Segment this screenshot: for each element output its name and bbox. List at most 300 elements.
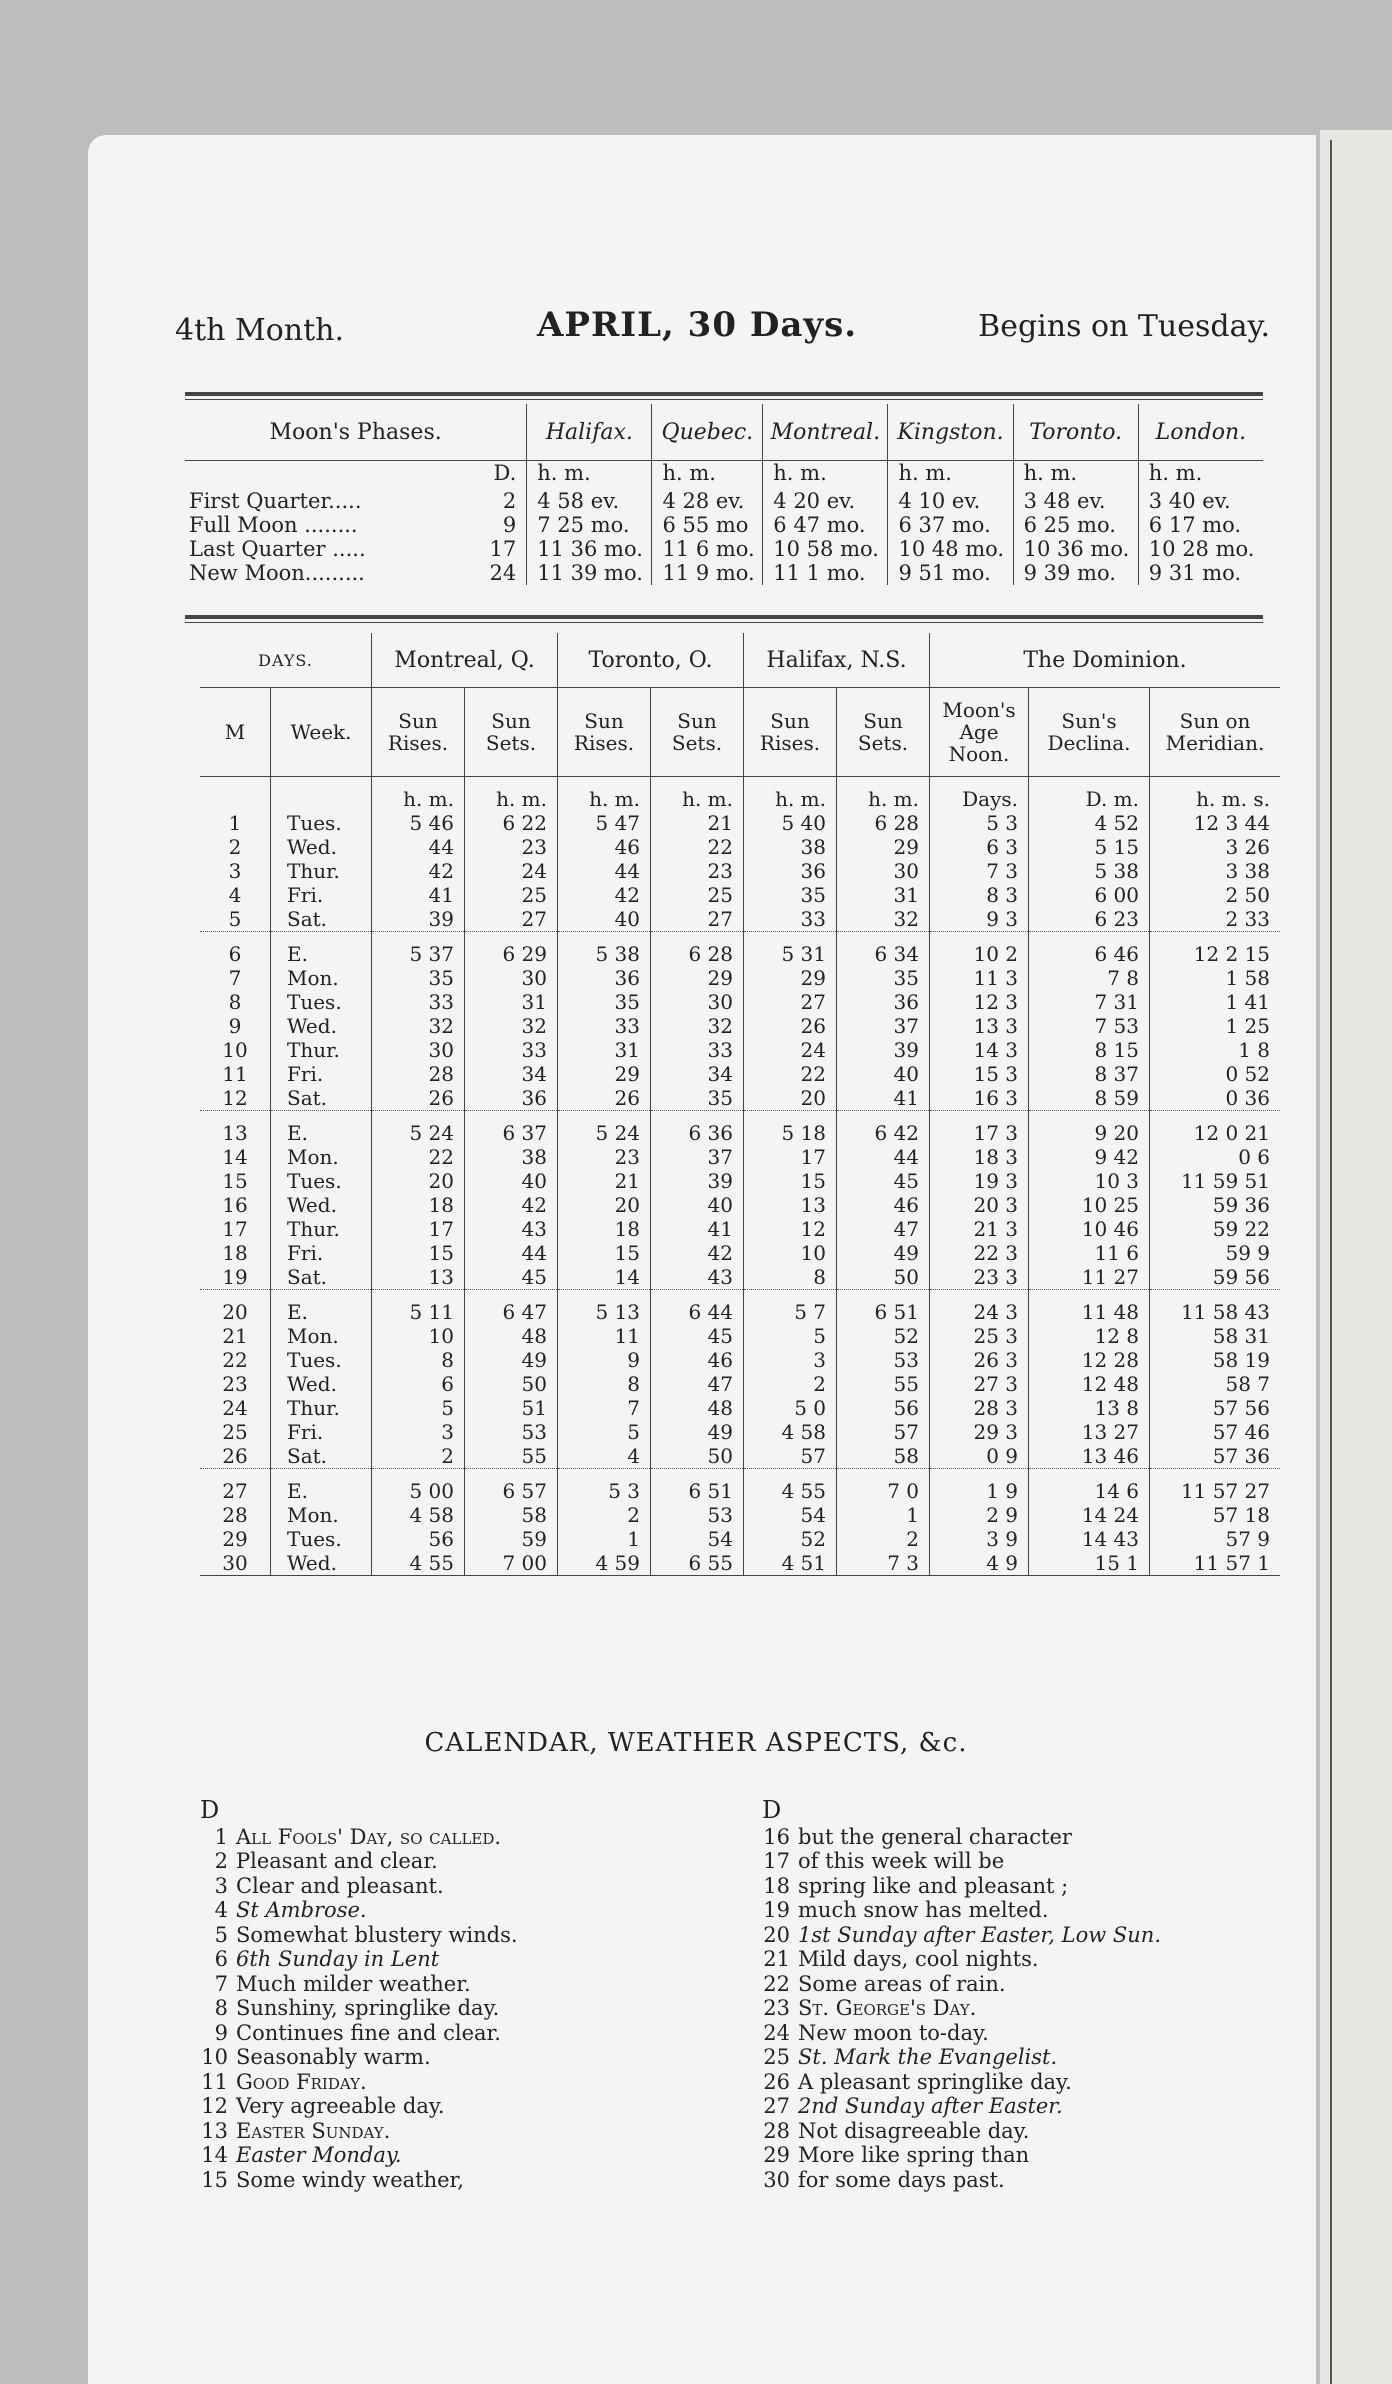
- calendar-entry: [198, 2168, 718, 2193]
- table-cell: 13 8: [1029, 1396, 1150, 1420]
- table-cell: 1 25: [1150, 1014, 1281, 1038]
- table-cell: 8 15: [1029, 1038, 1150, 1062]
- calendar-note: 1st Sunday after Easter, Low Sun.: [798, 1922, 1161, 1947]
- column-header: Week.: [271, 688, 372, 777]
- table-cell: 1: [558, 1527, 651, 1551]
- table-cell: 5 37: [372, 932, 465, 967]
- moon-col-header: Halifax.: [527, 404, 652, 461]
- calendar-note: Much milder weather.: [236, 1971, 471, 1996]
- calendar-entry: [760, 2070, 1280, 2095]
- table-cell: 29: [651, 966, 744, 990]
- table-cell: 5 13: [558, 1290, 651, 1325]
- day-row: [200, 1469, 1280, 1504]
- table-cell: 9 20: [1029, 1111, 1150, 1146]
- day-number: 19: [222, 1265, 248, 1289]
- table-cell: 36: [837, 990, 930, 1014]
- table-cell: 41: [837, 1086, 930, 1111]
- calendar-note: Continues fine and clear.: [236, 2020, 501, 2045]
- moon-phase-time: 10 36 mo.: [1013, 537, 1138, 561]
- table-cell: 17: [744, 1145, 837, 1169]
- moon-phase-time: 3 48 ev.: [1013, 489, 1138, 513]
- calendar-day-number: 27: [763, 2094, 790, 2118]
- table-cell: 6 23: [1029, 907, 1150, 932]
- table-cell: 6 47: [465, 1290, 558, 1325]
- table-cell: 43: [651, 1265, 744, 1290]
- weekday: E.: [271, 1290, 372, 1325]
- table-cell: 57 9: [1150, 1527, 1281, 1551]
- table-cell: 5 24: [558, 1111, 651, 1146]
- table-cell: 11 57 27: [1150, 1469, 1281, 1504]
- table-cell: 55: [837, 1372, 930, 1396]
- table-cell: 21: [558, 1169, 651, 1193]
- day-row: [200, 1086, 1280, 1111]
- moon-time-unit: h. m.: [652, 461, 763, 490]
- calendar-note: Easter Sunday.: [236, 2118, 391, 2143]
- table-cell: 50: [837, 1265, 930, 1290]
- table-cell: 5 7: [744, 1290, 837, 1325]
- moon-phase-time: 10 48 mo.: [888, 537, 1013, 561]
- calendar-note: Pleasant and clear.: [236, 1849, 438, 1873]
- calendar-entry: [198, 2094, 718, 2119]
- table-cell: 40: [837, 1062, 930, 1086]
- table-cell: 1 41: [1150, 990, 1281, 1014]
- table-cell: 33: [558, 1014, 651, 1038]
- table-cell: 55: [465, 1444, 558, 1469]
- table-cell: 34: [465, 1062, 558, 1086]
- table-cell: 59 56: [1150, 1265, 1281, 1290]
- table-cell: 22: [651, 835, 744, 859]
- day-number: 10: [222, 1038, 248, 1062]
- table-cell: 30: [465, 966, 558, 990]
- table-cell: 14 3: [930, 1038, 1029, 1062]
- table-cell: 7 3: [837, 1551, 930, 1576]
- table-cell: 6 22: [465, 811, 558, 835]
- table-cell: 15 3: [930, 1062, 1029, 1086]
- calendar-entry: [198, 1947, 718, 1972]
- column-header: Moon's Age Noon.: [930, 688, 1029, 777]
- table-cell: 42: [372, 859, 465, 883]
- table-cell: 12 8: [1029, 1324, 1150, 1348]
- column-header: Sun Rises.: [558, 688, 651, 777]
- table-cell: 5 38: [558, 932, 651, 967]
- table-cell: 53: [465, 1420, 558, 1444]
- table-cell: 11 58 43: [1150, 1290, 1281, 1325]
- moon-phase-row: [185, 561, 1263, 585]
- table-cell: 6 51: [837, 1290, 930, 1325]
- table-cell: 12: [744, 1217, 837, 1241]
- weekday: Wed.: [271, 1372, 372, 1396]
- table-cell: 9 42: [1029, 1145, 1150, 1169]
- weekday: Tues.: [271, 1348, 372, 1372]
- table-cell: 59: [465, 1527, 558, 1551]
- moon-phase-time: 10 58 mo.: [763, 537, 888, 561]
- calendar-entry: [198, 2045, 718, 2070]
- table-cell: 49: [465, 1348, 558, 1372]
- table-cell: 2: [558, 1503, 651, 1527]
- weekday: Sat.: [271, 907, 372, 932]
- table-cell: 5 0: [744, 1396, 837, 1420]
- day-number: 8: [228, 990, 242, 1014]
- table-cell: 5 40: [744, 811, 837, 835]
- table-cell: 54: [651, 1527, 744, 1551]
- calendar-day-number: 16: [763, 1824, 790, 1849]
- weekday: Thur.: [271, 1396, 372, 1420]
- table-cell: 6 3: [930, 835, 1029, 859]
- table-cell: 59 22: [1150, 1217, 1281, 1241]
- table-cell: 8 37: [1029, 1062, 1150, 1086]
- table-cell: 10: [744, 1241, 837, 1265]
- table-cell: 6 34: [837, 932, 930, 967]
- table-cell: 47: [651, 1372, 744, 1396]
- table-cell: 33: [651, 1038, 744, 1062]
- calendar-note: Easter Monday.: [236, 2143, 402, 2167]
- table-cell: 0 9: [930, 1444, 1029, 1469]
- table-cell: 4 52: [1029, 811, 1150, 835]
- table-cell: 22: [744, 1062, 837, 1086]
- table-cell: 28 3: [930, 1396, 1029, 1420]
- day-number: 24: [222, 1396, 248, 1420]
- calendar-entry: [760, 2168, 1280, 2193]
- table-cell: 4 51: [744, 1551, 837, 1576]
- day-row: [200, 811, 1280, 835]
- day-row: [200, 1241, 1280, 1265]
- table-cell: 10 25: [1029, 1193, 1150, 1217]
- day-row: [200, 883, 1280, 907]
- weekday: Wed.: [271, 835, 372, 859]
- table-cell: 45: [651, 1324, 744, 1348]
- table-cell: 0 36: [1150, 1086, 1281, 1111]
- moon-phase-name: New Moon.........: [189, 561, 365, 585]
- column-header: Sun Sets.: [651, 688, 744, 777]
- table-cell: 20: [744, 1086, 837, 1111]
- moon-phase-time: 9 31 mo.: [1138, 561, 1263, 585]
- table-cell: 39: [372, 907, 465, 932]
- calendar-entry: [198, 1923, 718, 1948]
- calendar-note: St Ambrose.: [236, 1898, 367, 1922]
- table-cell: 30: [372, 1038, 465, 1062]
- table-cell: 31: [837, 883, 930, 907]
- calendar-note: Not disagreeable day.: [798, 2118, 1030, 2143]
- weekday: Wed.: [271, 1014, 372, 1038]
- table-cell: 4 59: [558, 1551, 651, 1576]
- daily-sun-moon-table: [200, 633, 1280, 1576]
- moon-phase-time: 6 55 mo: [652, 513, 763, 537]
- calendar-note: St. George's Day.: [798, 1996, 977, 2020]
- calendar-note: All Fools' Day, so called.: [236, 1824, 502, 1849]
- table-cell: 2: [837, 1527, 930, 1551]
- calendar-day-number: 10: [201, 2045, 228, 2069]
- day-row: [200, 1503, 1280, 1527]
- moon-phase-name: Full Moon ........: [189, 513, 358, 537]
- day-number: 2: [228, 835, 242, 859]
- table-cell: 23: [651, 859, 744, 883]
- calendar-entry: [760, 1947, 1280, 1972]
- calendar-day-number: 9: [214, 2020, 228, 2045]
- page-title: APRIL, 30 Days.: [537, 305, 858, 345]
- moon-col-header: Kingston.: [888, 404, 1013, 461]
- table-cell: 18 3: [930, 1145, 1029, 1169]
- table-cell: 6 44: [651, 1290, 744, 1325]
- group-header: DAYS.: [200, 633, 372, 688]
- table-cell: 5 46: [372, 811, 465, 835]
- units-cell: Days.: [930, 777, 1029, 812]
- table-cell: 5 24: [372, 1111, 465, 1146]
- day-row: [200, 1265, 1280, 1290]
- table-cell: 59 36: [1150, 1193, 1281, 1217]
- day-row: [200, 932, 1280, 967]
- table-cell: 26: [558, 1086, 651, 1111]
- day-row: [200, 1217, 1280, 1241]
- table-cell: 56: [372, 1527, 465, 1551]
- table-cell: 44: [837, 1145, 930, 1169]
- table-cell: 42: [465, 1193, 558, 1217]
- calendar-entry: [760, 2094, 1280, 2119]
- calendar-entry: [760, 1825, 1280, 1850]
- table-cell: 50: [465, 1372, 558, 1396]
- calendar-note: Seasonably warm.: [236, 2045, 431, 2069]
- calendar-note: New moon to-day.: [798, 2020, 989, 2045]
- table-cell: 56: [837, 1396, 930, 1420]
- table-cell: 29 3: [930, 1420, 1029, 1444]
- moon-time-unit: h. m.: [1013, 461, 1138, 490]
- table-cell: 30: [651, 990, 744, 1014]
- table-cell: 11: [558, 1324, 651, 1348]
- table-cell: 3: [372, 1420, 465, 1444]
- day-number: 3: [228, 859, 242, 883]
- table-cell: 39: [651, 1169, 744, 1193]
- table-cell: 32: [837, 907, 930, 932]
- table-cell: 6 57: [465, 1469, 558, 1504]
- moon-col-header: Toronto.: [1013, 404, 1138, 461]
- calendar-note: but the general character: [798, 1824, 1072, 1849]
- table-cell: 29: [837, 835, 930, 859]
- table-cell: 23 3: [930, 1265, 1029, 1290]
- table-cell: 21 3: [930, 1217, 1029, 1241]
- table-cell: 9: [558, 1348, 651, 1372]
- calendar-entry: [198, 1849, 718, 1874]
- day-number: 22: [222, 1348, 248, 1372]
- calendar-entry: [760, 1849, 1280, 1874]
- table-cell: 42: [651, 1241, 744, 1265]
- table-cell: 13 46: [1029, 1444, 1150, 1469]
- moon-phase-time: 10 28 mo.: [1138, 537, 1263, 561]
- moon-phase-time: 11 6 mo.: [652, 537, 763, 561]
- table-cell: 5: [558, 1420, 651, 1444]
- table-cell: 36: [465, 1086, 558, 1111]
- table-cell: 12 3 44: [1150, 811, 1281, 835]
- table-cell: 58 7: [1150, 1372, 1281, 1396]
- day-number: 1: [228, 811, 242, 835]
- calendar-day-number: 6: [214, 1947, 228, 1971]
- table-cell: 44: [372, 835, 465, 859]
- table-cell: 11 59 51: [1150, 1169, 1281, 1193]
- calendar-day-heading: D: [762, 1796, 782, 1824]
- table-cell: 34: [651, 1062, 744, 1086]
- table-cell: 6: [372, 1372, 465, 1396]
- table-cell: 9 3: [930, 907, 1029, 932]
- table-cell: 35: [744, 883, 837, 907]
- calendar-left-column: [198, 1798, 718, 2192]
- weekday: Wed.: [271, 1193, 372, 1217]
- day-row: [200, 1420, 1280, 1444]
- calendar-note: of this week will be: [798, 1849, 1005, 1873]
- table-cell: 58: [465, 1503, 558, 1527]
- table-cell: 6 46: [1029, 932, 1150, 967]
- table-cell: 7 53: [1029, 1014, 1150, 1038]
- moon-phase-time: 4 28 ev.: [652, 489, 763, 513]
- table-cell: 57 46: [1150, 1420, 1281, 1444]
- calendar-entry: [198, 2119, 718, 2144]
- table-cell: 12 2 15: [1150, 932, 1281, 967]
- table-cell: 44: [558, 859, 651, 883]
- table-cell: 59 9: [1150, 1241, 1281, 1265]
- calendar-entry: [198, 1825, 718, 1850]
- weekday: Fri.: [271, 1420, 372, 1444]
- calendar-note: St. Mark the Evangelist.: [798, 2045, 1058, 2069]
- table-cell: 7 0: [837, 1469, 930, 1504]
- day-number: 17: [222, 1217, 248, 1241]
- day-row: [200, 1324, 1280, 1348]
- table-cell: 5 15: [1029, 835, 1150, 859]
- calendar-entry: [760, 1996, 1280, 2021]
- column-header: Sun's Declina.: [1029, 688, 1150, 777]
- table-cell: 5 18: [744, 1111, 837, 1146]
- rule-mid: [185, 615, 1263, 619]
- moon-phase-time: 6 47 mo.: [763, 513, 888, 537]
- day-row: [200, 990, 1280, 1014]
- table-cell: 42: [558, 883, 651, 907]
- table-cell: 37: [651, 1145, 744, 1169]
- table-cell: 0 52: [1150, 1062, 1281, 1086]
- table-cell: 36: [744, 859, 837, 883]
- table-cell: 4 55: [372, 1551, 465, 1576]
- table-cell: 33: [372, 990, 465, 1014]
- weekday: Mon.: [271, 1324, 372, 1348]
- day-row: [200, 1062, 1280, 1086]
- day-row: [200, 1372, 1280, 1396]
- table-cell: 1: [837, 1503, 930, 1527]
- calendar-day-number: 1: [214, 1824, 228, 1849]
- moon-col-header: Moon's Phases.: [185, 404, 527, 461]
- moon-phase-time: 7 25 mo.: [527, 513, 652, 537]
- units-cell: h. m. s.: [1150, 777, 1281, 812]
- table-cell: 40: [465, 1169, 558, 1193]
- table-cell: 52: [837, 1324, 930, 1348]
- calendar-day-number: 25: [763, 2045, 790, 2069]
- table-cell: 45: [837, 1169, 930, 1193]
- table-cell: 13 27: [1029, 1420, 1150, 1444]
- moon-phase-time: 11 39 mo.: [527, 561, 652, 585]
- day-number: 26: [222, 1444, 248, 1468]
- table-cell: 35: [372, 966, 465, 990]
- rule-mid-thin: [185, 622, 1263, 623]
- weekday: E.: [271, 1111, 372, 1146]
- table-cell: 3: [744, 1348, 837, 1372]
- moon-time-unit: h. m.: [1138, 461, 1263, 490]
- calendar-note: much snow has melted.: [798, 1898, 1049, 1922]
- day-number: 28: [222, 1503, 248, 1527]
- day-number: 20: [200, 1290, 271, 1325]
- moon-phase-row: [185, 513, 1263, 537]
- moon-phase-time: 11 9 mo.: [652, 561, 763, 585]
- table-cell: 22: [372, 1145, 465, 1169]
- table-cell: 45: [465, 1265, 558, 1290]
- calendar-entry: [198, 1874, 718, 1899]
- column-header: M: [200, 688, 271, 777]
- calendar-day-number: 5: [214, 1922, 228, 1947]
- table-cell: 14 24: [1029, 1503, 1150, 1527]
- table-cell: 26: [372, 1086, 465, 1111]
- column-header: Sun Sets.: [465, 688, 558, 777]
- column-header: Sun on Meridian.: [1150, 688, 1281, 777]
- calendar-entry: [760, 1923, 1280, 1948]
- day-row: [200, 1551, 1280, 1576]
- calendar-day-number: 17: [763, 1849, 790, 1873]
- table-cell: 7 3: [930, 859, 1029, 883]
- group-header: The Dominion.: [930, 633, 1281, 688]
- moon-phase-day: 2: [502, 489, 517, 513]
- weekday: Mon.: [271, 1145, 372, 1169]
- day-row: [200, 1348, 1280, 1372]
- table-cell: 30: [837, 859, 930, 883]
- moon-phase-time: 11 36 mo.: [527, 537, 652, 561]
- table-cell: 28: [372, 1062, 465, 1086]
- day-row: [200, 1290, 1280, 1325]
- day-number: 4: [228, 883, 242, 907]
- calendar-note: Very agreeable day.: [236, 2094, 445, 2118]
- table-cell: 24: [744, 1038, 837, 1062]
- day-row: [200, 1193, 1280, 1217]
- day-number: 21: [222, 1324, 248, 1348]
- calendar-day-number: 11: [201, 2069, 228, 2094]
- table-cell: 1 58: [1150, 966, 1281, 990]
- calendar-note: 6th Sunday in Lent: [236, 1947, 440, 1971]
- table-cell: 15: [372, 1241, 465, 1265]
- table-cell: 24 3: [930, 1290, 1029, 1325]
- table-cell: 25: [651, 883, 744, 907]
- day-number: 16: [222, 1193, 248, 1217]
- table-cell: 11 57 1: [1150, 1551, 1281, 1576]
- table-cell: 5: [372, 1396, 465, 1420]
- moon-phase-time: 9 51 mo.: [888, 561, 1013, 585]
- calendar-day-number: 14: [201, 2143, 228, 2167]
- day-row: [200, 1527, 1280, 1551]
- moon-phase-name: Last Quarter .....: [189, 537, 366, 561]
- moon-phase-name: First Quarter.....: [189, 489, 362, 513]
- table-cell: 12 28: [1029, 1348, 1150, 1372]
- table-cell: 41: [372, 883, 465, 907]
- group-header: Montreal, Q.: [372, 633, 558, 688]
- calendar-day-number: 23: [763, 1996, 790, 2020]
- table-cell: 27: [744, 990, 837, 1014]
- moon-col-header: London.: [1138, 404, 1263, 461]
- calendar-note: Somewhat blustery winds.: [236, 1922, 518, 1947]
- calendar-entry: [198, 2070, 718, 2095]
- table-cell: 7 31: [1029, 990, 1150, 1014]
- column-header: Sun Rises.: [744, 688, 837, 777]
- weekday: Tues.: [271, 811, 372, 835]
- units-cell: h. m.: [651, 777, 744, 812]
- moon-phase-time: 4 58 ev.: [527, 489, 652, 513]
- weekday: Mon.: [271, 966, 372, 990]
- table-cell: 29: [558, 1062, 651, 1086]
- units-cell: [271, 777, 372, 812]
- calendar-note: Good Friday.: [236, 2069, 367, 2094]
- calendar-entry: [760, 2119, 1280, 2144]
- table-cell: 32: [465, 1014, 558, 1038]
- weekday: Tues.: [271, 990, 372, 1014]
- moon-phase-day: 24: [489, 561, 517, 585]
